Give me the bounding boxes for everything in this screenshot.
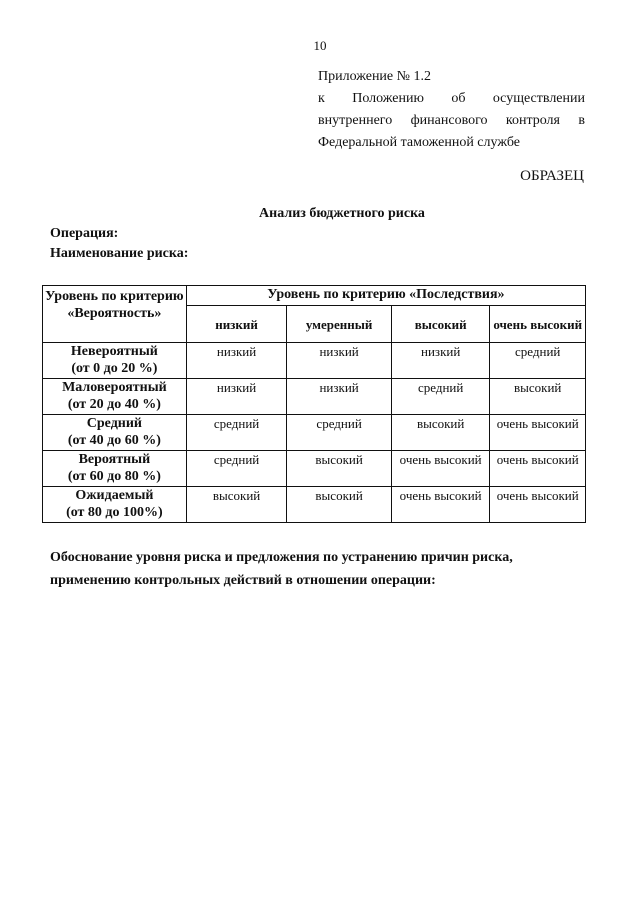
table-row <box>43 487 586 523</box>
risk-matrix-table <box>42 285 586 523</box>
justification-heading: Обоснование уровня риска и предложения по устранению причин риска, применению контрольных действий в отношении операции: <box>50 550 513 588</box>
probability-level-name: Ожидаемый <box>75 488 154 503</box>
document-title: Анализ бюджетного риска <box>259 206 425 221</box>
table-row <box>43 415 586 451</box>
risk-cell: средний <box>186 451 287 487</box>
table-row <box>43 343 586 379</box>
probability-level <box>43 451 187 487</box>
table-row <box>43 379 586 415</box>
probability-level <box>43 487 187 523</box>
risk-cell: высокий <box>391 415 490 451</box>
page-number: 10 <box>313 38 327 53</box>
risk-cell: очень высокий <box>490 487 586 523</box>
risk-cell: высокий <box>186 487 287 523</box>
risk-cell: высокий <box>490 379 586 415</box>
risk-cell: низкий <box>186 343 287 379</box>
risk-cell: очень высокий <box>391 487 490 523</box>
risk-cell: средний <box>391 379 490 415</box>
risk-cell: очень высокий <box>490 415 586 451</box>
probability-level-name: Маловероятный <box>62 380 167 395</box>
probability-level <box>43 415 187 451</box>
appendix-block <box>318 66 585 154</box>
probability-level-name: Вероятный <box>78 452 151 467</box>
risk-cell: низкий <box>287 379 392 415</box>
probability-level-range: (от 0 до 20 %) <box>71 361 158 376</box>
appendix-reference: к Положению об осуществлении внутреннего финансового контроля в Федеральной таможенной службе <box>318 91 585 150</box>
probability-header: Уровень по критерию «Вероятность» <box>43 286 187 343</box>
table-header-row <box>43 286 586 306</box>
probability-level-name: Средний <box>86 416 142 431</box>
risk-name-label: Наименование риска: <box>50 246 189 261</box>
table-row <box>43 451 586 487</box>
consequence-level-low: низкий <box>186 306 287 343</box>
risk-cell: очень высокий <box>391 451 490 487</box>
risk-cell: средний <box>490 343 586 379</box>
risk-cell: высокий <box>287 451 392 487</box>
risk-cell: средний <box>287 415 392 451</box>
risk-cell: очень высокий <box>490 451 586 487</box>
consequences-header: Уровень по критерию «Последствия» <box>186 286 585 306</box>
risk-cell: низкий <box>391 343 490 379</box>
probability-level <box>43 379 187 415</box>
consequence-level-very-high: очень высокий <box>490 306 586 343</box>
probability-level-range: (от 80 до 100%) <box>66 505 163 520</box>
risk-cell: низкий <box>186 379 287 415</box>
risk-cell: средний <box>186 415 287 451</box>
probability-level <box>43 343 187 379</box>
operation-label: Операция: <box>50 226 119 241</box>
sample-mark: ОБРАЗЕЦ <box>520 168 584 184</box>
appendix-title: Приложение № 1.2 <box>318 69 431 84</box>
consequence-level-high: высокий <box>391 306 490 343</box>
probability-level-range: (от 40 до 60 %) <box>67 433 161 448</box>
probability-level-range: (от 60 до 80 %) <box>67 469 161 484</box>
risk-cell: высокий <box>287 487 392 523</box>
consequence-level-moderate: умеренный <box>287 306 392 343</box>
probability-level-range: (от 20 до 40 %) <box>67 397 161 412</box>
risk-cell: низкий <box>287 343 392 379</box>
probability-level-name: Невероятный <box>70 344 158 359</box>
